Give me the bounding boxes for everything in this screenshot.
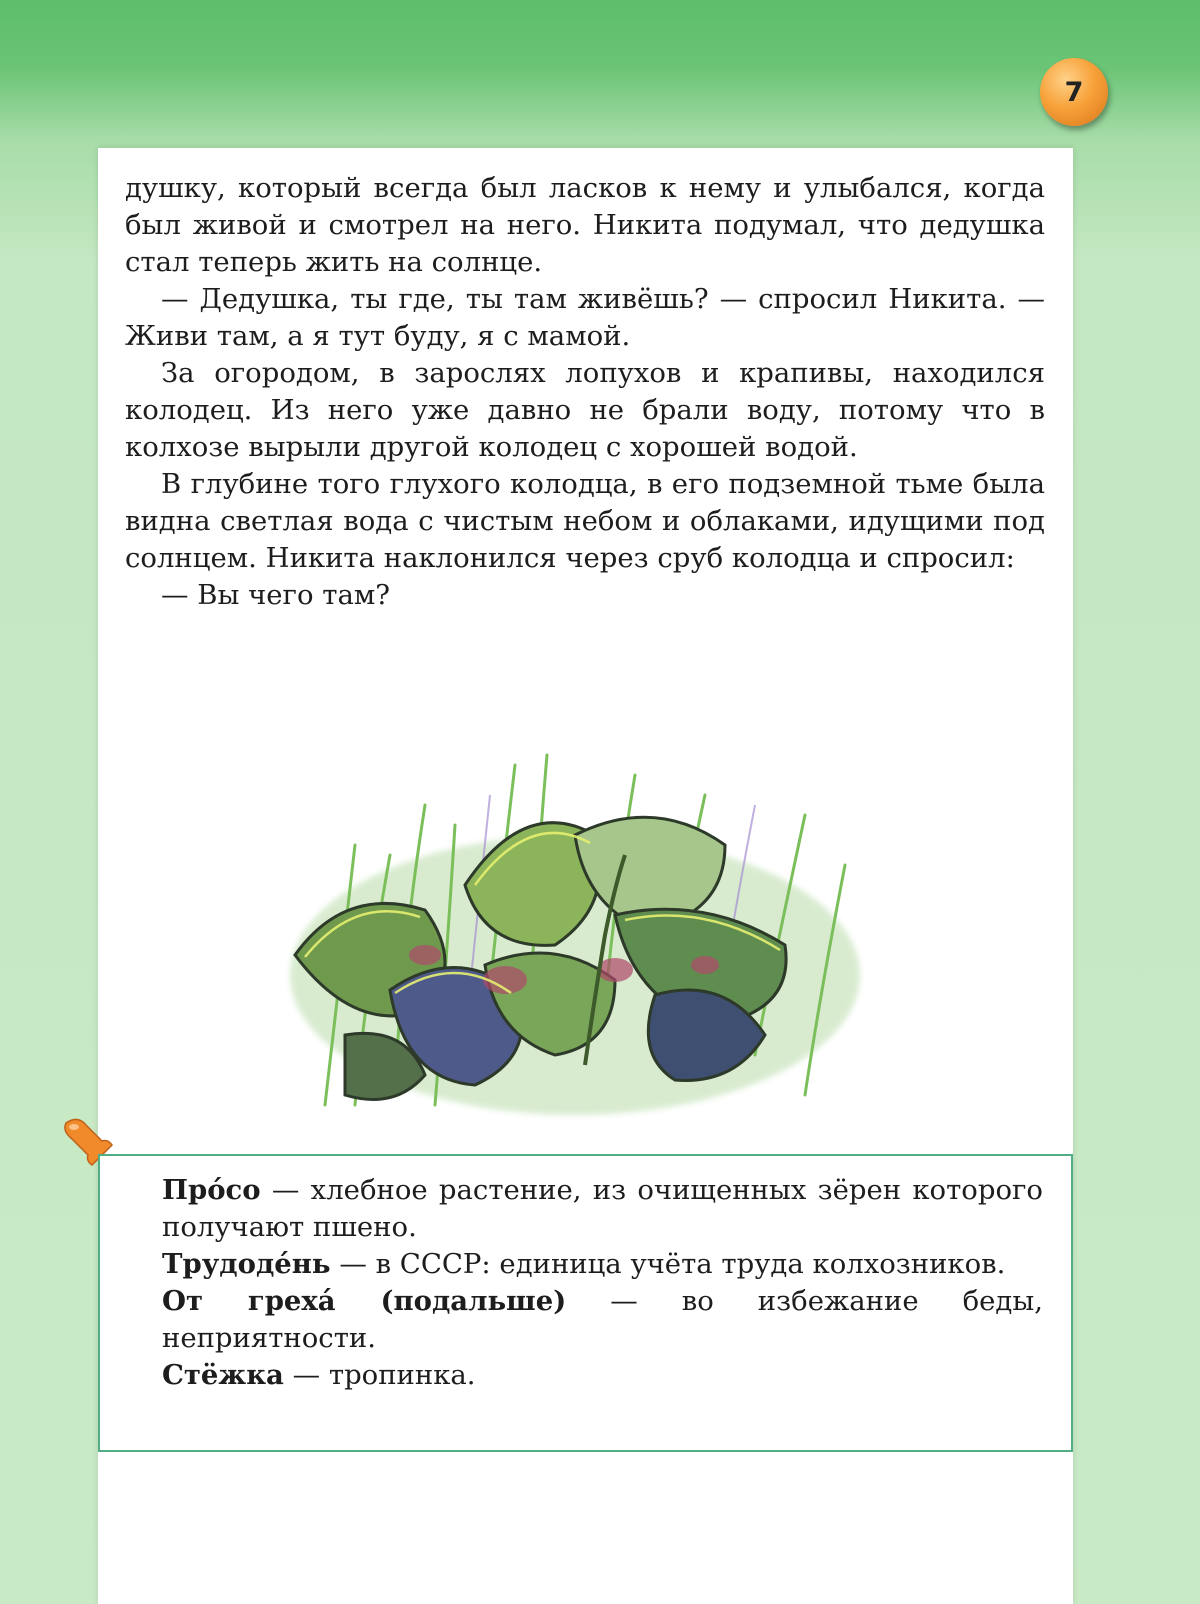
glossary-definition: — тропинка.: [283, 1359, 476, 1391]
paragraph-4: В глубине того глухого колодца, в его подземной тьме была видна светлая вода с чистым небом и облаками, идущими под солнцем. Никита наклонился через сруб колодца и спросил:: [125, 468, 1045, 574]
burdock-illustration: [285, 735, 865, 1130]
glossary-box: [98, 1154, 1073, 1452]
story-text: [125, 170, 1045, 614]
glossary-term: Трудоде́нь: [162, 1248, 331, 1280]
glossary-entry: [162, 1246, 1043, 1283]
paragraph-3: За огородом, в зарослях лопухов и крапивы, находился колодец. Из него уже давно не брали воду, потому что в колхозе вырыли другой колодец с хорошей водой.: [125, 357, 1045, 463]
paragraph-5: — Вы чего там?: [161, 579, 390, 611]
glossary-term: От греха́ (подальше): [162, 1285, 567, 1317]
glossary-term: Стёжка: [162, 1359, 284, 1391]
glossary-term: Про́со: [162, 1174, 261, 1206]
glossary-definition: — в СССР: единица учёта труда колхозников.: [330, 1248, 1006, 1280]
glossary-entry: [162, 1172, 1043, 1246]
glossary-definition: — хлебное растение, из очищенных зёрен которого получают пшено.: [162, 1174, 1043, 1243]
glossary-entry: [162, 1357, 1043, 1394]
glossary-entry: [162, 1283, 1043, 1357]
glossary-definition: — во избежание беды, неприятности.: [162, 1285, 1043, 1354]
paragraph-1: душку, который всегда был ласков к нему и улыбался, когда был живой и смотрел на него. Никита подумал, что дедушка стал теперь жить на солнце.: [125, 172, 1045, 278]
page-number: 7: [1040, 58, 1108, 126]
paragraph-2: — Дедушка, ты где, ты там живёшь? — спросил Никита. — Живи там, а я тут буду, я с мамой.: [125, 283, 1045, 352]
